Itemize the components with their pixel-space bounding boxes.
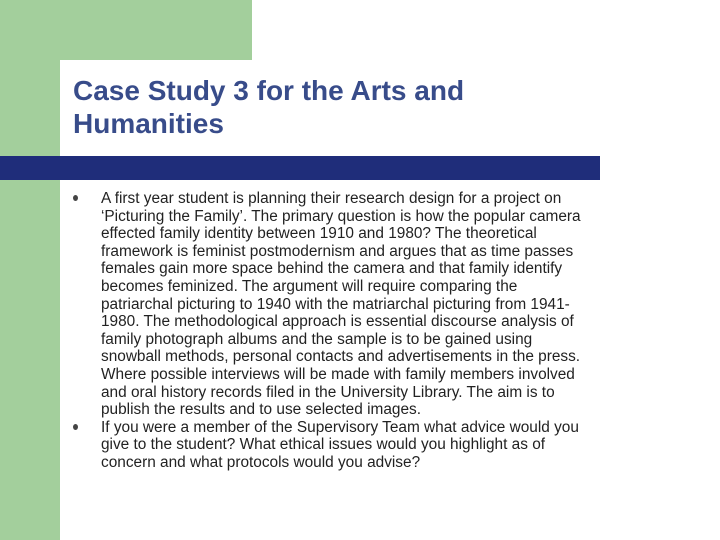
bullet-dot-icon xyxy=(73,195,78,201)
bullet-line: Where possible interviews will be made with family members involved xyxy=(101,365,575,383)
side-accent-panel xyxy=(0,0,60,540)
title-line: Case Study 3 for the Arts and xyxy=(73,75,465,106)
bullet-line: publish the results and to use selected images. xyxy=(101,401,421,419)
bullet-line: snowball methods, personal contacts and advertisements in the press. xyxy=(101,348,581,366)
bullet-line: 1980. The methodological approach is essential discourse analysis of xyxy=(101,313,574,331)
bullet-line: family photograph albums and the sample is to be gained using xyxy=(101,330,533,348)
bullet-line: concern and what protocols would you advise? xyxy=(101,453,421,471)
title-line: Humanities xyxy=(73,108,224,139)
title-divider-bar xyxy=(0,156,600,180)
slide-title xyxy=(73,74,673,140)
bullet-dot-icon xyxy=(73,424,78,430)
bullet-line: give to the student? What ethical issues would you highlight as of xyxy=(101,436,546,454)
bullet-line: A first year student is planning their research design for a project on xyxy=(101,190,562,207)
top-accent-block xyxy=(60,0,252,60)
bullet-line: If you were a member of the Supervisory Team what advice would you xyxy=(101,418,579,436)
bullet-line: ‘Picturing the Family’. The primary question is how the popular camera xyxy=(101,207,581,225)
bullet-line: becomes feminized. The argument will require comparing the xyxy=(101,277,518,295)
bullet-line: patriarchal picturing to 1940 with the matriarchal picturing from 1941- xyxy=(101,295,570,313)
bullet-line: females gain more space behind the camera and that family identify xyxy=(101,260,563,278)
bullet-line: effected family identity between 1910 and 1980? The theoretical xyxy=(101,225,537,243)
bullet-item-question xyxy=(70,419,670,472)
bullet-item-case-description xyxy=(70,190,670,419)
bullet-line: framework is feminist postmodernism and argues that as time passes xyxy=(101,242,574,260)
bullet-list xyxy=(70,190,670,472)
bullet-line: and oral history records filed in the University Library. The aim is to xyxy=(101,383,555,401)
